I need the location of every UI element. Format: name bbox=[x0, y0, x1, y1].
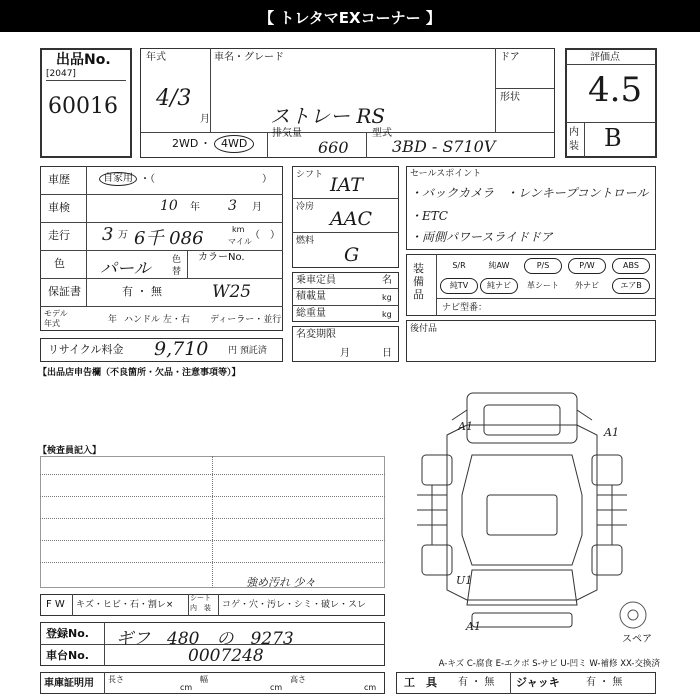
inspection-month-unit: 月 bbox=[252, 202, 262, 213]
inspector-title: 【検査員記入】 bbox=[38, 446, 102, 456]
recycle-unit: 円 預託済 bbox=[228, 346, 267, 356]
drive-2wd: 2WD bbox=[172, 137, 199, 150]
equip-extnavi: 外ナビ bbox=[568, 278, 606, 294]
seat-note: 強め汚れ 少々 bbox=[246, 576, 316, 589]
mileage-label: 走行 bbox=[48, 229, 70, 242]
chassis-value: 0007248 bbox=[188, 646, 264, 666]
mileage-unit1: 万 bbox=[118, 230, 128, 241]
recycle-value: 9,710 bbox=[154, 338, 209, 360]
dealer-label: ディーラー・並行 bbox=[210, 315, 282, 325]
interior-value: B bbox=[604, 124, 622, 152]
cert-height-unit: cm bbox=[364, 683, 377, 692]
chassis-label: 車台No. bbox=[46, 649, 89, 662]
mileage-km: km bbox=[232, 225, 245, 234]
mileage-value1: 3 bbox=[102, 224, 114, 245]
mileage-value2: 6千 086 bbox=[134, 228, 204, 249]
colorno-value: W25 bbox=[212, 282, 252, 302]
interior-label-2: 装 bbox=[569, 141, 579, 152]
equip-pw: P/W bbox=[568, 258, 606, 274]
navi-model-label: ナビ型番： bbox=[442, 303, 488, 313]
namechange-label: 名変期限 bbox=[296, 329, 336, 340]
equip-ps: P/S bbox=[524, 258, 562, 274]
fuel-label: 燃料 bbox=[296, 236, 315, 246]
history-label: 車歴 bbox=[48, 173, 70, 186]
score-label: 評価点 bbox=[590, 52, 620, 63]
warranty-value: 有 ・ 無 bbox=[122, 285, 162, 298]
equipment-label: 装備品 bbox=[413, 262, 424, 301]
spare-tire-icon bbox=[618, 600, 648, 630]
mileage-paren: （ ） bbox=[250, 230, 280, 241]
carname-label: 車名・グレード bbox=[214, 52, 284, 63]
history-sep: ・（ bbox=[140, 174, 155, 185]
interior-label-1: 内 bbox=[569, 127, 579, 138]
mileage-mile: マイル bbox=[228, 237, 252, 246]
inspection-label: 車検 bbox=[48, 201, 70, 214]
equip-airbag: エアB bbox=[612, 278, 650, 294]
drive-4wd: 4WD bbox=[214, 135, 254, 153]
jack-value: 有 ・ 無 bbox=[586, 677, 623, 688]
year-month-unit: 月 bbox=[200, 114, 210, 125]
remarks-title: 【出品店申告欄（不良箇所・欠品・注意事項等）】 bbox=[38, 368, 241, 378]
cert-width-unit: cm bbox=[270, 683, 283, 692]
damage-mark-4: A1 bbox=[466, 620, 481, 633]
equip-aw: 純AW bbox=[480, 258, 518, 274]
equip-leather: 革シート bbox=[524, 278, 562, 294]
postfit-label: 後付品 bbox=[410, 324, 438, 334]
registration-value: ギフ 480 の 9273 bbox=[116, 629, 294, 649]
color-label: 色 bbox=[54, 257, 65, 270]
drive-sep: ・ bbox=[200, 137, 211, 150]
fw-value: キズ・ヒビ・石・割レ× bbox=[76, 600, 174, 610]
cert-label: 車庫証明用 bbox=[44, 678, 94, 689]
model-year-label-2: 年式 bbox=[44, 319, 60, 328]
capacity-label: 乗車定員 bbox=[296, 275, 336, 286]
seat-value: コゲ・穴・汚レ・シミ・破レ・スレ bbox=[222, 600, 367, 610]
cert-length: 長さ bbox=[108, 675, 124, 684]
damage-mark-2: A1 bbox=[604, 426, 619, 439]
jack-label: ジャッキ bbox=[516, 676, 560, 689]
model-year-unit: 年 bbox=[108, 315, 118, 325]
shift-value: IAT bbox=[330, 174, 363, 196]
year-value: 4/3 bbox=[156, 86, 192, 111]
sales-line-1: ・バックカメラ ・レンキープコントロール bbox=[410, 186, 649, 200]
lot-sub: [2047] bbox=[46, 69, 76, 79]
namechange-month: 月 bbox=[340, 348, 350, 359]
model-value: 3BD - S710V bbox=[392, 137, 496, 156]
load-unit: kg bbox=[382, 293, 392, 302]
equip-navi: 純ナビ bbox=[480, 278, 518, 294]
tools-label: 工 具 bbox=[404, 676, 437, 689]
postfit-box bbox=[406, 320, 656, 362]
damage-mark-3: U1 bbox=[456, 574, 473, 587]
banner-text: 【 トレタマEXコーナー 】 bbox=[259, 9, 441, 27]
model-year-label-1: モデル bbox=[44, 309, 68, 318]
cooler-label: 冷房 bbox=[296, 202, 315, 212]
load-label: 積載量 bbox=[296, 291, 326, 302]
equip-abs: ABS bbox=[612, 258, 650, 274]
damage-legend: A-キズ C-腐食 E-エクボ S-サビ U-凹ミ W-補修 XX-交換済 bbox=[438, 659, 660, 669]
shape-label: 形状 bbox=[500, 92, 520, 103]
warranty-label: 保証書 bbox=[48, 285, 81, 298]
cert-length-unit: cm bbox=[180, 683, 193, 692]
door-label: ドア bbox=[500, 52, 520, 63]
equip-tv: 純TV bbox=[440, 278, 478, 294]
lot-number: 60016 bbox=[48, 94, 118, 119]
cooler-value: AAC bbox=[330, 208, 372, 230]
sales-label: セールスポイント bbox=[410, 169, 482, 179]
year-label: 年式 bbox=[146, 52, 166, 63]
fuel-value: G bbox=[344, 244, 360, 266]
sales-line-3: ・両側パワースライドドア bbox=[410, 230, 553, 244]
displacement-label: 排気量 bbox=[272, 128, 302, 139]
cert-width: 幅 bbox=[200, 675, 208, 684]
namechange-day: 日 bbox=[382, 348, 392, 359]
lot-label: 出品No. bbox=[56, 52, 111, 68]
color-value: パール bbox=[100, 259, 151, 279]
spare-label: スペア bbox=[622, 634, 652, 645]
inspection-year: 10 bbox=[160, 198, 178, 214]
sales-line-2: ・ETC bbox=[410, 209, 448, 223]
seat-label-2: 内 装 bbox=[190, 604, 211, 612]
carname-value: ストレー RS bbox=[270, 104, 386, 128]
gross-unit: kg bbox=[382, 310, 392, 319]
shift-label: シフト bbox=[296, 170, 324, 180]
model-label: 型式 bbox=[372, 128, 392, 139]
registration-label: 登録No. bbox=[46, 627, 89, 640]
inspection-month: 3 bbox=[228, 198, 237, 214]
damage-mark-1: A1 bbox=[458, 420, 473, 433]
capacity-unit: 名 bbox=[382, 275, 392, 286]
history-value: 自家用 bbox=[99, 172, 137, 186]
inspection-year-unit: 年 bbox=[190, 202, 200, 213]
score-value: 4.5 bbox=[588, 70, 643, 110]
seat-label-1: シート bbox=[190, 594, 211, 602]
recycle-label: リサイクル料金 bbox=[48, 343, 124, 356]
cert-height: 高さ bbox=[290, 675, 306, 684]
handle-label: ハンドル 左・右 bbox=[124, 315, 190, 325]
gross-label: 総重量 bbox=[296, 308, 326, 319]
color-change-1: 色 bbox=[172, 255, 182, 265]
history-close: ） bbox=[262, 174, 272, 185]
color-change-2: 替 bbox=[172, 267, 182, 277]
fw-label: F W bbox=[46, 599, 65, 610]
displacement-value: 660 bbox=[318, 138, 349, 157]
car-diagram bbox=[412, 385, 652, 635]
equip-sr: S/R bbox=[440, 258, 478, 274]
colorno-label: カラーNo. bbox=[198, 252, 245, 263]
tools-value: 有 ・ 無 bbox=[458, 677, 495, 688]
